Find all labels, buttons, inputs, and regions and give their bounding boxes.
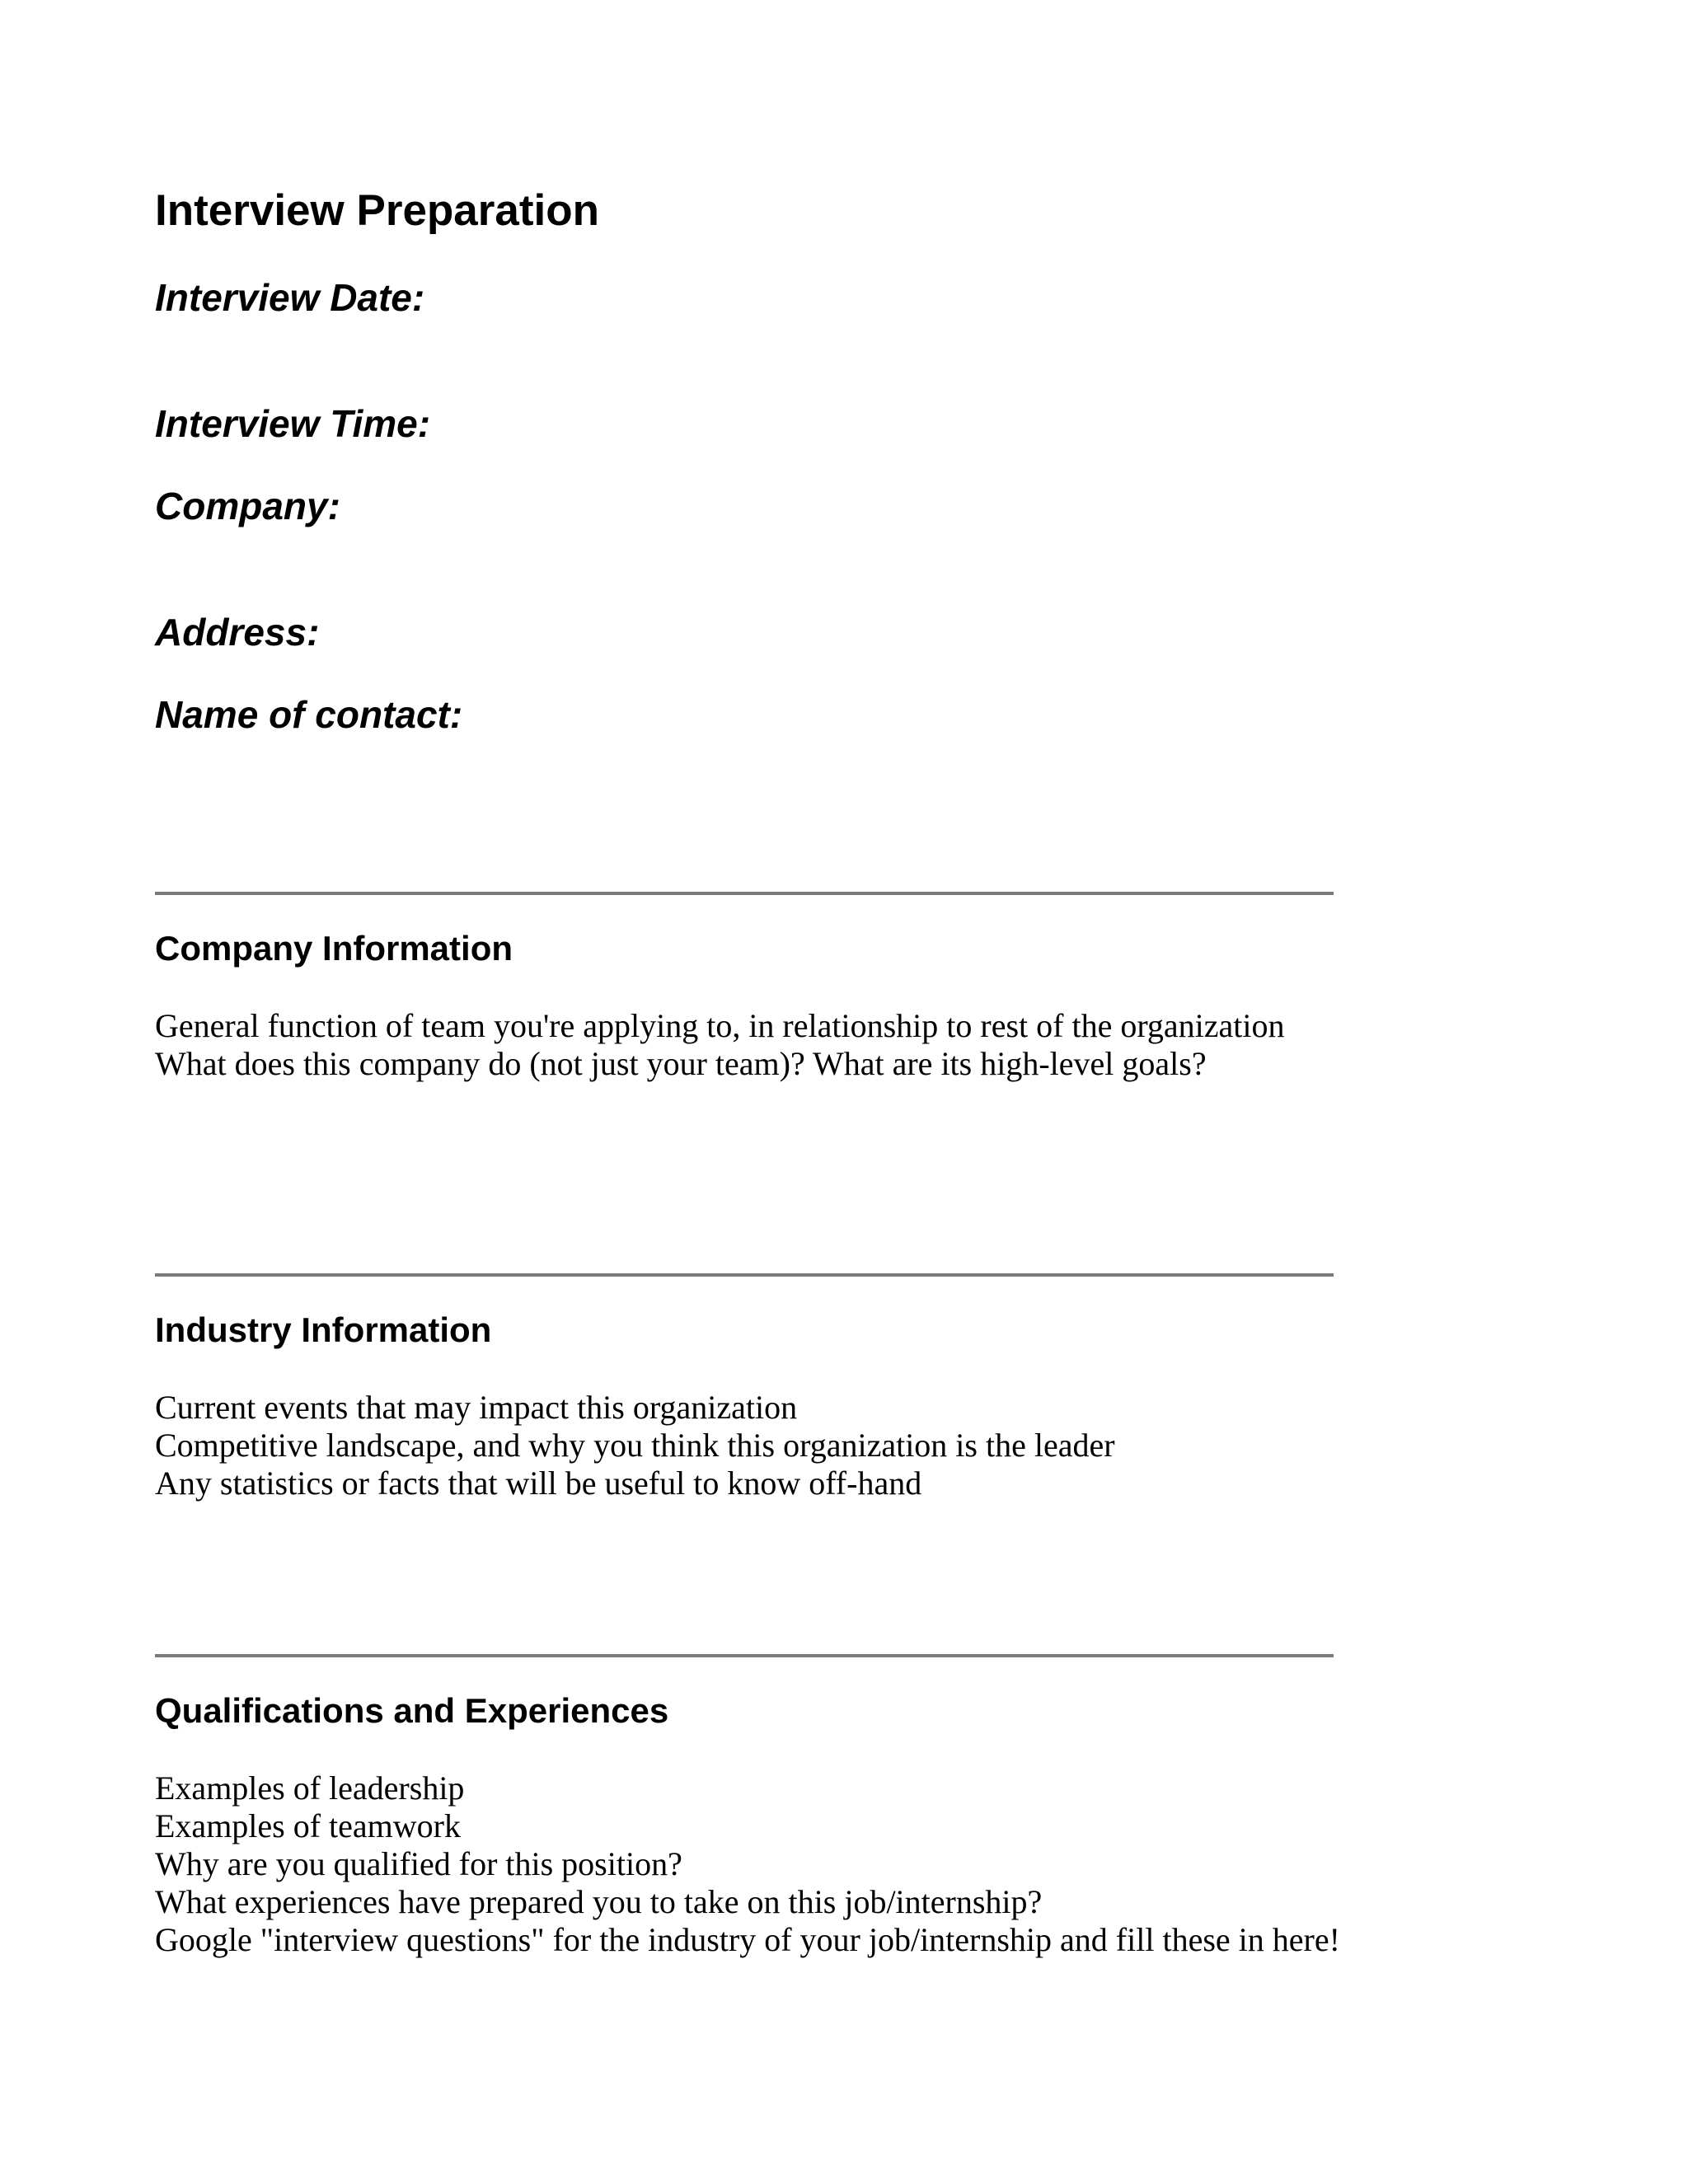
section-divider	[155, 1273, 1334, 1277]
list-item: Examples of leadership	[155, 1769, 465, 1807]
section-divider	[155, 892, 1334, 895]
section-title-industry-information: Industry Information	[155, 1310, 492, 1349]
list-item: Current events that may impact this organization	[155, 1389, 798, 1426]
list-item: What experiences have prepared you to take on this job/internship?	[155, 1883, 1043, 1920]
list-item: Google "interview questions" for the industry of your job/internship and fill these in here!	[155, 1921, 1340, 1958]
section-title-company-information: Company Information	[155, 929, 513, 968]
list-item: Any statistics or facts that will be useful to know off-hand	[155, 1465, 922, 1502]
industry-information-prompts	[155, 1389, 1115, 1502]
address-label: Address:	[155, 611, 320, 654]
section-title-qualifications-and-experiences: Qualifications and Experiences	[155, 1691, 669, 1730]
page-title: Interview Preparation	[155, 186, 600, 235]
interview-time-label: Interview Time:	[155, 402, 431, 445]
list-item: General function of team you're applying to, in relationship to rest of the organization	[155, 1007, 1285, 1044]
company-information-prompts	[155, 1007, 1285, 1083]
company-label: Company:	[155, 485, 340, 527]
list-item: Why are you qualified for this position?	[155, 1845, 682, 1882]
list-item: Competitive landscape, and why you think this organization is the leader	[155, 1427, 1115, 1464]
interview-date-label: Interview Date:	[155, 276, 425, 319]
list-item: Examples of teamwork	[155, 1807, 461, 1844]
name-of-contact-label: Name of contact:	[155, 693, 463, 736]
list-item: What does this company do (not just your team)? What are its high-level goals?	[155, 1045, 1207, 1082]
section-divider	[155, 1654, 1334, 1657]
qualifications-and-experiences-prompts	[155, 1769, 1340, 1959]
